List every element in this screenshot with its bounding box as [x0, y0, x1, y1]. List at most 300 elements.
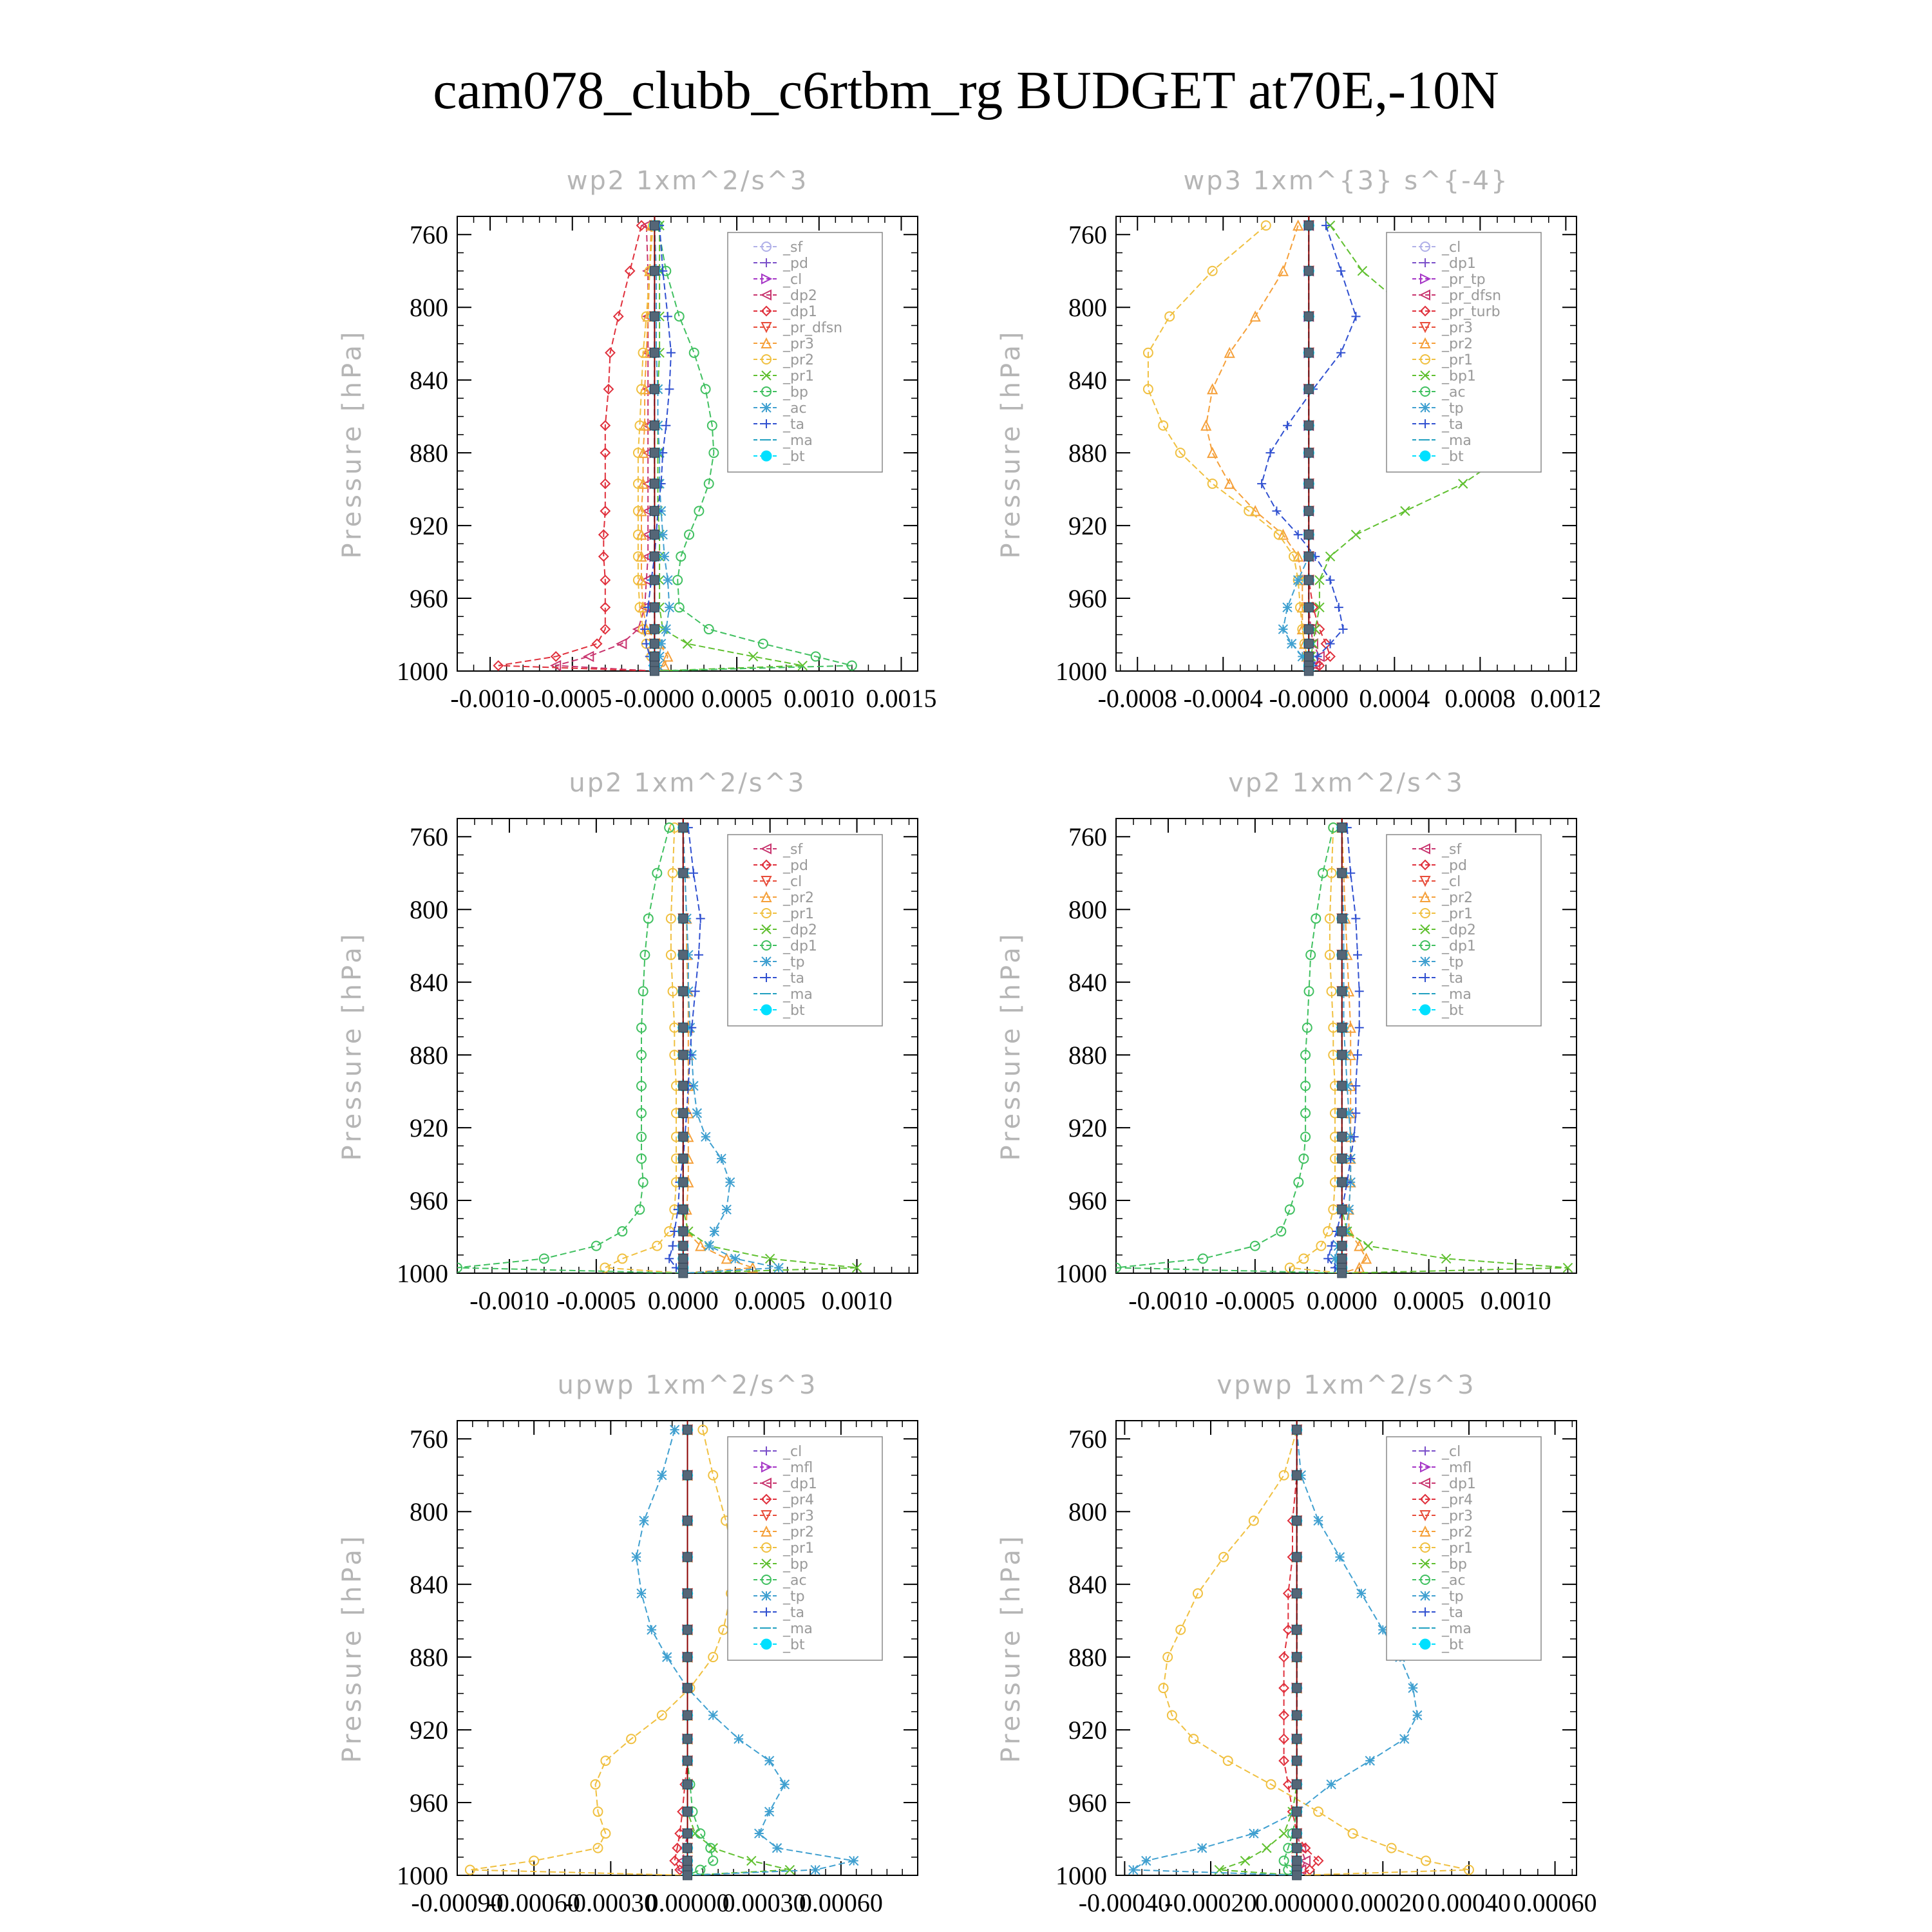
legend-label: _pd — [1442, 858, 1467, 874]
y-tick-label: 920 — [410, 1113, 448, 1143]
bt-point — [650, 448, 659, 457]
chart-title: vp2 1xm^2/s^3 — [1228, 768, 1464, 798]
bt-point — [683, 1425, 692, 1434]
bt-point — [1304, 652, 1313, 661]
x-tick-label: 0.0008 — [1444, 684, 1516, 713]
y-tick-label: 960 — [410, 1788, 448, 1818]
data-point — [1351, 914, 1360, 923]
bt-point — [650, 639, 659, 649]
bt-point — [650, 384, 659, 393]
data-point — [1323, 1227, 1332, 1236]
data-point — [1321, 221, 1331, 230]
data-point — [584, 652, 593, 661]
data-point — [1336, 267, 1345, 276]
chart-title: wp3 1xm^{3} s^{-4} — [1183, 166, 1510, 196]
bt-point — [1338, 869, 1347, 878]
x-tick-label: 0.0004 — [1359, 684, 1430, 713]
legend-label: _cl — [783, 272, 802, 288]
data-point — [765, 1756, 774, 1765]
data-point — [652, 1242, 661, 1251]
x-tick-label: 0.0010 — [783, 684, 855, 713]
bt-point — [679, 914, 688, 923]
legend-label: _ta — [1442, 971, 1464, 987]
bt-point — [1293, 1756, 1302, 1765]
data-point — [670, 1425, 679, 1434]
data-point — [670, 1227, 679, 1236]
data-point — [1314, 1516, 1323, 1525]
legend-label: _pr_dfsn — [1442, 288, 1502, 304]
bt-point — [650, 267, 659, 276]
data-point — [747, 1856, 756, 1865]
data-point — [1257, 479, 1266, 488]
data-point — [765, 1807, 774, 1816]
bt-point — [1338, 1269, 1347, 1278]
legend-marker — [1421, 1591, 1430, 1600]
x-tick-label: -0.00020 — [1164, 1888, 1257, 1917]
legend-label: _bt — [1442, 1003, 1464, 1019]
bt-point — [683, 1734, 692, 1743]
y-tick-label: 800 — [1068, 1497, 1107, 1527]
x-tick-label: 0.0010 — [1480, 1286, 1551, 1315]
bt-point — [1338, 1081, 1347, 1090]
legend-marker — [1420, 1005, 1430, 1015]
bt-point — [683, 1683, 692, 1692]
legend-marker — [1420, 1639, 1430, 1649]
bt-point — [1338, 951, 1347, 960]
y-tick-label: 1000 — [1056, 1259, 1107, 1288]
bt-point — [679, 987, 688, 996]
bt-point — [679, 1205, 688, 1214]
data-point — [785, 1866, 794, 1875]
chart-title: upwp 1xm^2/s^3 — [557, 1370, 818, 1400]
data-point — [1459, 479, 1468, 488]
legend-label: _cl — [1442, 240, 1461, 256]
bt-point — [1304, 603, 1313, 612]
legend-label: _dp2 — [1442, 922, 1476, 938]
data-point — [663, 1653, 672, 1662]
legend-marker — [1420, 451, 1430, 461]
y-tick-label: 760 — [1068, 220, 1107, 250]
legend-label: _pd — [783, 858, 808, 874]
y-tick-label: 760 — [1068, 1425, 1107, 1454]
bt-point — [1338, 914, 1347, 923]
data-point — [696, 1866, 705, 1875]
bt-point — [679, 1227, 688, 1236]
y-tick-label: 840 — [410, 366, 448, 395]
x-tick-label: -0.0004 — [1183, 684, 1263, 713]
data-point — [618, 1227, 627, 1236]
data-point — [780, 1780, 789, 1789]
y-tick-label: 840 — [1068, 968, 1107, 998]
x-tick-label: 0.00060 — [1513, 1888, 1597, 1917]
data-point — [717, 1154, 726, 1163]
x-tick-label: 0.0000 — [1306, 1286, 1378, 1315]
data-point — [1198, 1844, 1207, 1853]
series-line-pr2 — [1206, 225, 1309, 671]
bt-point — [1338, 987, 1347, 996]
x-tick-label: 0.00060 — [799, 1888, 883, 1917]
bt-point — [683, 1471, 692, 1480]
data-point — [1351, 312, 1360, 321]
bt-point — [683, 1807, 692, 1816]
data-point — [1280, 1829, 1289, 1838]
legend-label: _pr2 — [783, 1524, 815, 1540]
bt-point — [1304, 479, 1313, 488]
bt-point — [1293, 1807, 1302, 1816]
y-tick-label: 1000 — [397, 657, 448, 686]
x-tick-label: 0.0010 — [821, 1286, 893, 1315]
data-point — [689, 869, 698, 878]
data-point — [1299, 1254, 1308, 1263]
legend-label: _pr3 — [783, 336, 815, 352]
legend-label: _pr1 — [1442, 1540, 1473, 1557]
legend-label: _bt — [783, 1637, 805, 1653]
data-point — [1365, 1756, 1374, 1765]
chart-title: wp2 1xm^2/s^3 — [566, 166, 809, 196]
legend-label: _tp — [1442, 954, 1464, 971]
legend-label: _cl — [1442, 1444, 1461, 1460]
data-point — [1249, 1829, 1258, 1838]
bt-point — [1304, 348, 1313, 357]
legend-label: _ta — [1442, 1605, 1464, 1621]
bt-point — [1304, 625, 1313, 634]
x-tick-label: -0.0010 — [469, 1286, 549, 1315]
legend-label: _pr3 — [1442, 1508, 1473, 1524]
bt-point — [1304, 421, 1313, 430]
bt-point — [1304, 267, 1313, 276]
legend-label: _cl — [783, 1444, 802, 1460]
data-point — [1401, 506, 1410, 515]
data-point — [614, 312, 623, 321]
y-tick-label: 920 — [410, 511, 448, 541]
y-axis-label: Pressure [hPa] — [996, 328, 1026, 559]
bt-point — [1338, 1242, 1347, 1251]
data-point — [1283, 603, 1292, 612]
legend-label: _pr3 — [1442, 320, 1473, 336]
figure-title: cam078_clubb_c6rtbm_rg BUDGET at70E,-10N — [433, 61, 1499, 120]
bt-point — [679, 951, 688, 960]
data-point — [1363, 1242, 1372, 1251]
x-tick-label: -0.00090 — [411, 1888, 504, 1917]
bt-point — [650, 603, 659, 612]
bt-point — [1293, 1683, 1302, 1692]
y-tick-label: 920 — [1068, 1113, 1107, 1143]
legend-marker — [1421, 403, 1430, 412]
data-point — [755, 1829, 764, 1838]
bt-point — [1293, 1856, 1302, 1865]
bt-point — [650, 667, 659, 676]
data-point — [1355, 1242, 1364, 1251]
data-point — [1265, 448, 1274, 457]
data-point — [1327, 1780, 1336, 1789]
data-point — [618, 1254, 627, 1263]
data-point — [658, 1471, 667, 1480]
legend-label: _tp — [1442, 1589, 1464, 1605]
bt-point — [679, 1050, 688, 1059]
legend-label: _ta — [783, 971, 805, 987]
bt-point — [1293, 1829, 1302, 1838]
data-point — [639, 1516, 649, 1525]
legend-label: _dp2 — [783, 922, 817, 938]
x-tick-label: 0.0012 — [1530, 684, 1602, 713]
y-tick-label: 760 — [410, 220, 448, 250]
legend-label: _pr1 — [1442, 906, 1473, 922]
y-tick-label: 880 — [410, 1041, 448, 1070]
legend-label: _ac — [1442, 1573, 1466, 1589]
data-point — [722, 1205, 731, 1214]
y-tick-label: 840 — [1068, 1570, 1107, 1600]
bt-point — [679, 1178, 688, 1187]
bt-point — [683, 1756, 692, 1765]
x-tick-label: 0.0015 — [866, 684, 937, 713]
data-point — [696, 914, 705, 923]
bt-point — [683, 1589, 692, 1598]
y-tick-label: 1000 — [397, 1861, 448, 1890]
bt-point — [683, 1553, 692, 1562]
x-tick-label: 0.00000 — [1255, 1888, 1339, 1917]
data-point — [625, 267, 634, 276]
bt-point — [650, 221, 659, 230]
bt-point — [1293, 1589, 1302, 1598]
legend-label: _ac — [783, 401, 807, 417]
bt-point — [1304, 576, 1313, 585]
data-point — [660, 552, 669, 561]
data-point — [849, 1856, 858, 1865]
series-line-dp1 — [457, 828, 683, 1273]
y-axis-label: Pressure [hPa] — [337, 931, 367, 1161]
bt-point — [1338, 1178, 1347, 1187]
data-point — [708, 1471, 717, 1480]
chart-panel-1 — [337, 166, 936, 713]
y-tick-label: 960 — [1068, 1186, 1107, 1216]
y-tick-label: 880 — [1068, 1643, 1107, 1672]
data-point — [1262, 1844, 1271, 1853]
y-axis-label: Pressure [hPa] — [996, 1533, 1026, 1763]
bt-point — [1293, 1871, 1302, 1880]
legend-label: _dp1 — [1442, 1476, 1476, 1492]
legend-label: _ma — [783, 433, 813, 449]
legend-label: _bt — [783, 1003, 805, 1019]
legend-label: _ma — [1442, 1621, 1472, 1637]
bt-point — [1304, 667, 1313, 676]
legend-label: _pr4 — [1442, 1492, 1473, 1508]
data-point — [632, 1553, 641, 1562]
y-tick-label: 1000 — [1056, 1861, 1107, 1890]
bt-point — [679, 1154, 688, 1163]
x-tick-label: -0.0010 — [450, 684, 530, 713]
bt-point — [1338, 823, 1347, 832]
y-tick-label: 880 — [1068, 1041, 1107, 1070]
data-point — [592, 1242, 601, 1251]
data-point — [1280, 1471, 1289, 1480]
y-tick-label: 960 — [410, 1186, 448, 1216]
y-tick-label: 760 — [410, 822, 448, 852]
bt-point — [650, 421, 659, 430]
data-point — [1378, 1625, 1387, 1634]
y-tick-label: 960 — [410, 584, 448, 614]
y-tick-label: 960 — [1068, 584, 1107, 614]
y-tick-label: 840 — [410, 1570, 448, 1600]
legend-label: _dp1 — [1442, 938, 1476, 954]
legend-label: _mfl — [783, 1460, 813, 1476]
legend-label: _cl — [783, 874, 802, 890]
legend-label: _ma — [783, 1621, 813, 1637]
bt-point — [1293, 1780, 1302, 1789]
bt-point — [1338, 1132, 1347, 1141]
bt-point — [650, 348, 659, 357]
data-point — [1294, 576, 1303, 585]
y-tick-label: 880 — [1068, 439, 1107, 468]
data-point — [1280, 1856, 1289, 1865]
legend-label: _ma — [1442, 987, 1472, 1003]
data-point — [701, 1132, 710, 1141]
x-tick-label: 0.0005 — [1393, 1286, 1464, 1315]
data-point — [726, 1178, 735, 1187]
data-point — [1208, 479, 1217, 488]
legend-label: _pr_tp — [1442, 272, 1486, 288]
data-point — [1287, 639, 1296, 649]
data-point — [705, 625, 714, 634]
bt-point — [1338, 1254, 1347, 1263]
bt-point — [650, 552, 659, 561]
y-tick-label: 760 — [410, 1425, 448, 1454]
legend-label: _pr4 — [783, 1492, 815, 1508]
data-point — [1159, 421, 1168, 430]
data-point — [1208, 448, 1217, 457]
x-tick-label: -0.0005 — [556, 1286, 636, 1315]
bt-point — [1304, 506, 1313, 515]
legend-label: _pr1 — [783, 906, 815, 922]
y-tick-label: 760 — [1068, 822, 1107, 852]
y-tick-label: 800 — [1068, 895, 1107, 925]
data-point — [665, 384, 674, 393]
data-point — [1357, 1589, 1366, 1598]
data-point — [1272, 506, 1281, 515]
legend-label: _ta — [783, 417, 805, 433]
bt-point — [650, 576, 659, 585]
chart-panel-2 — [996, 166, 1601, 713]
bt-point — [679, 823, 688, 832]
data-point — [675, 312, 684, 321]
bt-point — [683, 1653, 692, 1662]
data-point — [708, 1710, 717, 1719]
legend-label: _dp2 — [783, 288, 817, 304]
data-point — [1240, 1856, 1249, 1865]
y-axis-label: Pressure [hPa] — [996, 931, 1026, 1161]
bt-point — [679, 1242, 688, 1251]
bt-point — [1304, 448, 1313, 457]
y-tick-label: 960 — [1068, 1788, 1107, 1818]
bt-point — [1338, 1023, 1347, 1032]
bt-point — [1293, 1516, 1302, 1525]
legend-label: _bp — [783, 384, 808, 401]
bt-point — [1304, 552, 1313, 561]
data-point — [665, 603, 674, 612]
data-point — [1334, 603, 1343, 612]
bt-point — [1338, 1227, 1347, 1236]
bt-point — [683, 1871, 692, 1880]
x-tick-label: -0.00030 — [564, 1888, 657, 1917]
legend-label: _bp1 — [1442, 368, 1476, 384]
data-point — [592, 639, 601, 649]
data-point — [694, 951, 703, 960]
legend-marker — [761, 451, 772, 461]
bt-point — [683, 1780, 692, 1789]
data-point — [722, 1254, 731, 1263]
data-point — [696, 1829, 705, 1838]
data-point — [1351, 1081, 1360, 1090]
bt-point — [1304, 384, 1313, 393]
bt-point — [1293, 1553, 1302, 1562]
legend-label: _pr2 — [783, 890, 815, 906]
bt-point — [683, 1710, 692, 1719]
legend-label: _sf — [783, 240, 803, 256]
x-tick-label: -0.0005 — [1215, 1286, 1295, 1315]
legend-label: _pr_dfsn — [783, 320, 843, 336]
bt-point — [650, 479, 659, 488]
legend-marker — [762, 1591, 771, 1600]
legend-label: _bp — [783, 1557, 808, 1573]
bt-point — [650, 312, 659, 321]
bt-point — [1293, 1734, 1302, 1743]
chart-panel-5 — [337, 1370, 918, 1917]
bt-point — [683, 1516, 692, 1525]
data-point — [1285, 1205, 1294, 1214]
bt-point — [1338, 1050, 1347, 1059]
bt-point — [1293, 1710, 1302, 1719]
data-point — [663, 312, 672, 321]
x-tick-label: 0.0000 — [647, 1286, 719, 1315]
x-tick-label: 0.0005 — [734, 1286, 806, 1315]
bt-point — [679, 1254, 688, 1263]
legend-label: _pr1 — [783, 1540, 815, 1557]
data-point — [1326, 552, 1335, 561]
bt-point — [1304, 530, 1313, 539]
chart-panel-6 — [996, 1370, 1597, 1917]
bt-point — [1293, 1844, 1302, 1853]
legend-label: _pr1 — [783, 368, 815, 384]
bt-point — [650, 506, 659, 515]
bt-point — [1338, 1108, 1347, 1117]
x-tick-label: 0.00040 — [1426, 1888, 1511, 1917]
bt-point — [683, 1829, 692, 1838]
legend-label: _pd — [783, 256, 808, 272]
y-tick-label: 880 — [410, 1643, 448, 1672]
bt-point — [1293, 1425, 1302, 1434]
bt-point — [1338, 1205, 1347, 1214]
y-tick-label: 800 — [410, 293, 448, 323]
legend-label: _dp1 — [783, 304, 817, 320]
legend-label: _cl — [1442, 874, 1461, 890]
y-tick-label: 1000 — [1056, 657, 1107, 686]
chart-panel-4 — [996, 768, 1577, 1315]
y-tick-label: 920 — [410, 1716, 448, 1745]
legend-label: _mfl — [1442, 1460, 1472, 1476]
bt-point — [1304, 639, 1313, 649]
data-point — [1355, 987, 1364, 996]
chart-panel-3 — [337, 768, 918, 1315]
legend-label: _bt — [1442, 449, 1464, 465]
y-tick-label: 800 — [410, 1497, 448, 1527]
y-tick-label: 920 — [1068, 1716, 1107, 1745]
legend-label: _pr3 — [783, 1508, 815, 1524]
data-point — [661, 421, 670, 430]
bt-point — [650, 652, 659, 661]
legend-label: _sf — [1442, 842, 1462, 858]
bt-point — [679, 1132, 688, 1141]
data-point — [1353, 951, 1362, 960]
chart-title: vpwp 1xm^2/s^3 — [1217, 1370, 1476, 1400]
